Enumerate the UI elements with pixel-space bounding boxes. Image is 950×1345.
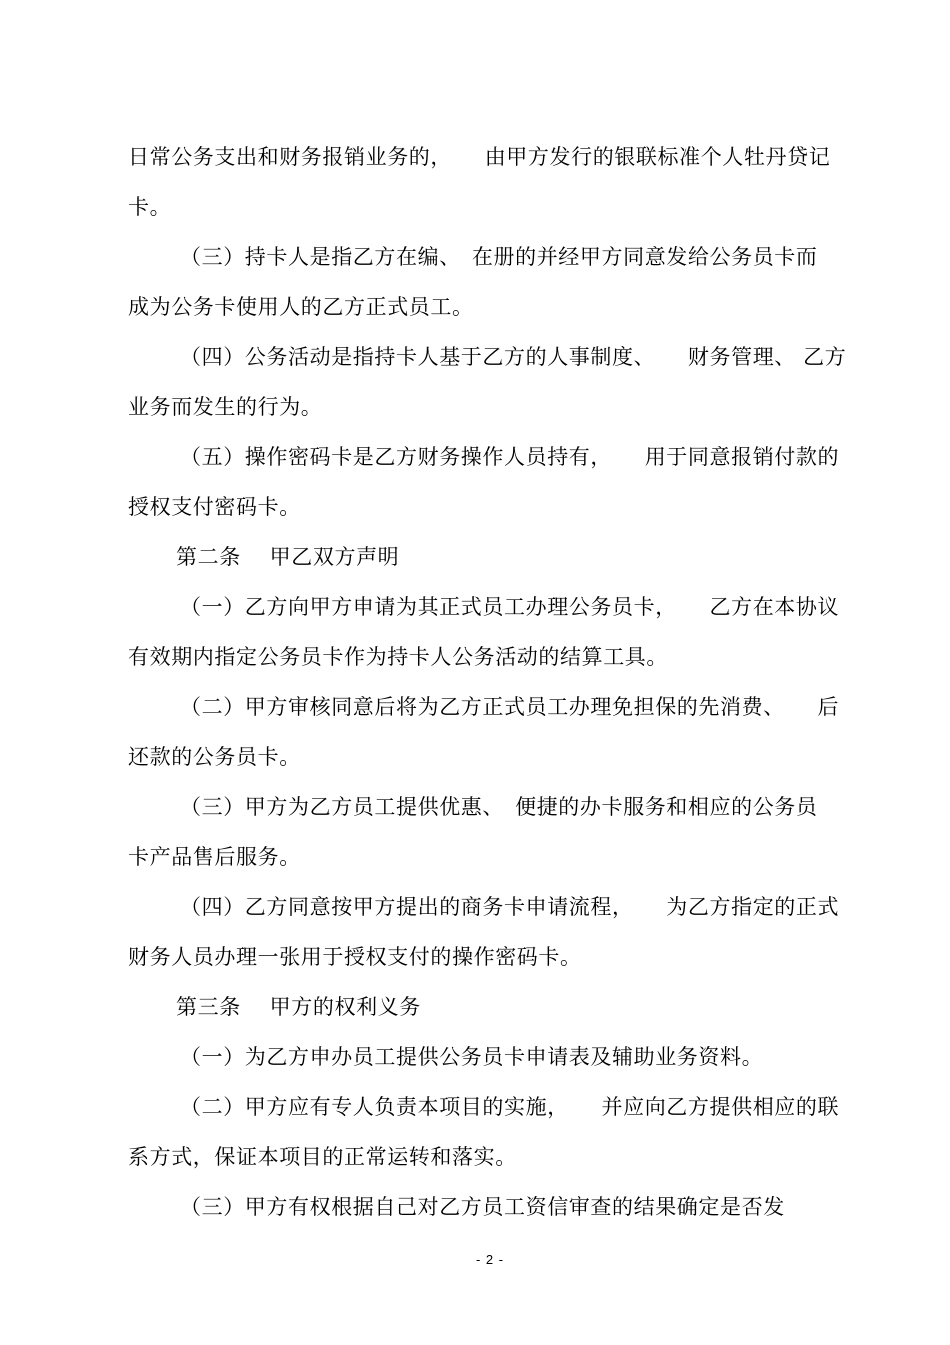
paragraph-line: 日常公务支出和财务报销业务的， 由甲方发行的银联标准个人牡丹贷记 [128,145,831,169]
paragraph-line: 系方式，保证本项目的正常运转和落实。 [128,1145,517,1169]
section-heading: 第二条 甲乙双方声明 [176,545,400,569]
paragraph-line: 成为公务卡使用人的乙方正式员工。 [128,295,474,319]
paragraph-line: （五）操作密码卡是乙方财务操作人员持有， 用于同意报销付款的 [180,445,840,469]
paragraph-line: 有效期内指定公务员卡作为持卡人公务活动的结算工具。 [128,645,668,669]
paragraph-line: （三）甲方有权根据自己对乙方员工资信审查的结果确定是否发 [180,1195,785,1219]
paragraph-line: 卡产品售后服务。 [128,845,301,869]
paragraph-line: （三）持卡人是指乙方在编、 在册的并经甲方同意发给公务员卡而 [180,245,818,269]
paragraph-line: （四）公务活动是指持卡人基于乙方的人事制度、 财务管理、 乙方 [180,345,847,369]
paragraph-line: （一）乙方向甲方申请为其正式员工办理公务员卡， 乙方在本协议 [180,595,840,619]
section-heading: 第三条 甲方的权利义务 [176,995,421,1019]
paragraph-line: 财务人员办理一张用于授权支付的操作密码卡。 [128,945,582,969]
paragraph-line: （四）乙方同意按甲方提出的商务卡申请流程， 为乙方指定的正式 [180,895,840,919]
paragraph-line: （三）甲方为乙方员工提供优惠、 便捷的办卡服务和相应的公务员 [180,795,818,819]
paragraph-line: 卡。 [128,195,172,219]
page-number: - 2 - [475,1252,505,1267]
paragraph-line: 还款的公务员卡。 [128,745,301,769]
paragraph-line: （二）甲方审核同意后将为乙方正式员工办理免担保的先消费、 后 [180,695,840,719]
paragraph-line: 授权支付密码卡。 [128,495,301,519]
paragraph-line: 业务而发生的行为。 [128,395,323,419]
paragraph-line: （二）甲方应有专人负责本项目的实施， 并应向乙方提供相应的联 [180,1095,840,1119]
paragraph-line: （一）为乙方申办员工提供公务员卡申请表及辅助业务资料。 [180,1045,764,1069]
